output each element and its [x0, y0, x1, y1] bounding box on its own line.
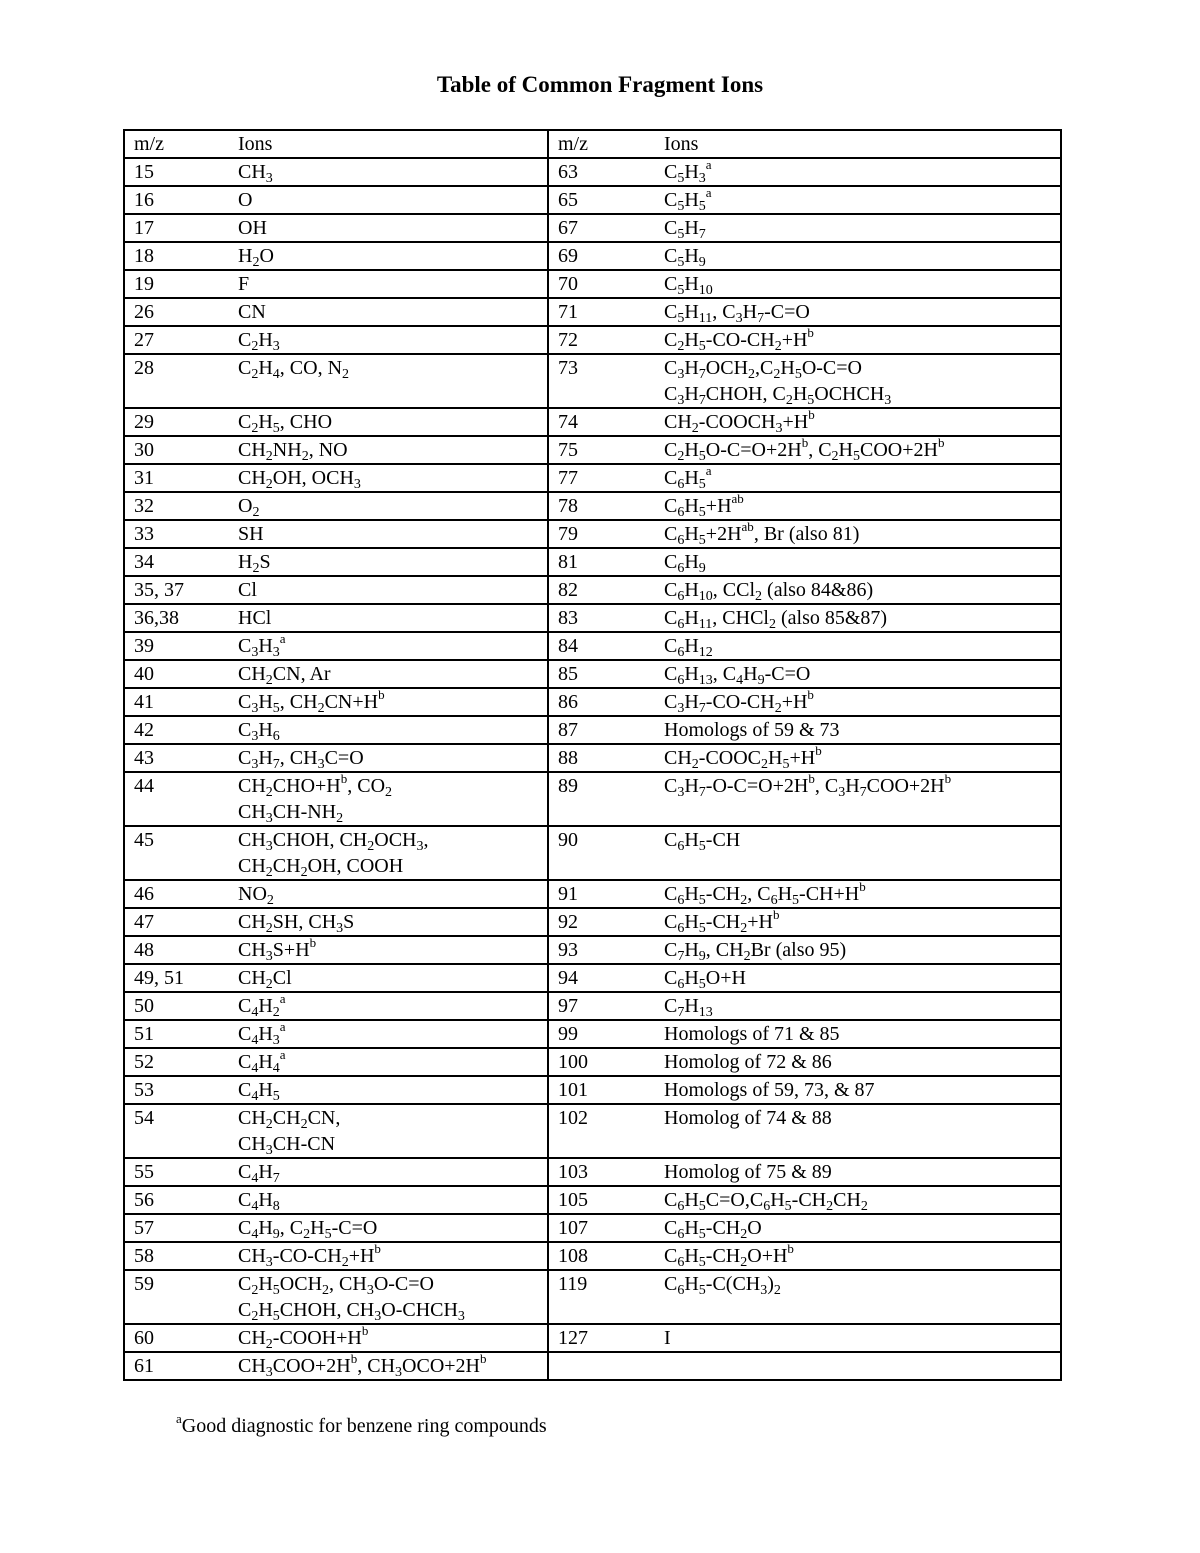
ion-formula: $C_2H_5-CO-CH_2+H^b$ [664, 325, 814, 354]
ion-formula: Homologs of 59 & 73 [664, 719, 840, 741]
mz-right-cell: 63 [548, 158, 655, 186]
ion-formula: $CH_3CH-CN$ [238, 1133, 336, 1158]
mz-right-cell: 82 [548, 576, 655, 604]
ion-formula: $C_4H_4^a$ [238, 1047, 286, 1076]
mz-left-cell: 19 [124, 270, 229, 298]
ions-left-cell [229, 548, 548, 576]
ions-right-cell [655, 186, 1061, 214]
ions-right-cell [655, 632, 1061, 660]
ion-formula: $C_6H_{10}$, CCl$_2$ (also 84&86) [664, 579, 874, 604]
mz-left-cell: 33 [124, 520, 229, 548]
ions-right-cell [655, 936, 1061, 964]
mz-right-cell [548, 1352, 655, 1380]
mz-left-cell: 46 [124, 880, 229, 908]
table-row [124, 270, 1061, 298]
ion-formula: $C_3H_7$, $CH_3C=O$ [238, 747, 364, 772]
table-row [124, 1352, 1061, 1380]
ions-right-cell [655, 688, 1061, 716]
table-row [124, 1048, 1061, 1076]
mz-left-cell: 52 [124, 1048, 229, 1076]
ions-right-cell [655, 214, 1061, 242]
table-row [124, 1158, 1061, 1186]
mz-right-cell: 107 [548, 1214, 655, 1242]
ion-formula: $C_4H_2^a$ [238, 991, 286, 1020]
ion-formula: $C_6H_5+H^{ab}$ [664, 491, 744, 520]
mz-left-cell: 44 [124, 772, 229, 826]
mz-left-cell: 40 [124, 660, 229, 688]
ion-formula: $C_6H_5-CH_2+H^b$ [664, 907, 780, 936]
ions-left-cell [229, 298, 548, 326]
ion-formula: $C_3H_7-O-C=O+2H^b$, $C_3H_7COO+2H^b$ [664, 771, 952, 800]
ion-formula: $C_5H_{11}$, $C_3H_7-C=O$ [664, 301, 810, 326]
mz-right-cell: 71 [548, 298, 655, 326]
fragment-ion-table [123, 129, 1062, 1381]
ions-left-cell [229, 632, 548, 660]
ions-right-cell [655, 1104, 1061, 1158]
ions-left-cell [229, 1020, 548, 1048]
ions-left-cell [229, 660, 548, 688]
table-row [124, 716, 1061, 744]
mz-left-cell: 16 [124, 186, 229, 214]
ions-left-cell [229, 1158, 548, 1186]
table-row [124, 436, 1061, 464]
mz-right-cell: 90 [548, 826, 655, 880]
ions-left-cell [229, 186, 548, 214]
mz-left-cell: 18 [124, 242, 229, 270]
table-row [124, 408, 1061, 436]
ion-formula: $C_6H_5-CH$ [664, 829, 741, 854]
ions-left-cell [229, 576, 548, 604]
ion-formula: $CH_2CHO+H^b$, $CO_2$ [238, 771, 393, 800]
ions-right-cell [655, 716, 1061, 744]
table-row [124, 492, 1061, 520]
ion-formula: $C_6H_5-C(CH_3)_2$ [664, 1273, 781, 1298]
ions-right-cell [655, 744, 1061, 772]
ions-right-cell [655, 408, 1061, 436]
mz-left-cell: 50 [124, 992, 229, 1020]
mz-left-cell: 57 [124, 1214, 229, 1242]
ion-formula: $C_5H_7$ [664, 217, 706, 242]
mz-right-cell: 83 [548, 604, 655, 632]
ion-formula: $CH_2SH$, $CH_3S$ [238, 911, 355, 936]
table-row [124, 744, 1061, 772]
page-title: Table of Common Fragment Ions [436, 72, 764, 97]
mz-right-cell: 105 [548, 1186, 655, 1214]
table-row [124, 242, 1061, 270]
ions-right-cell [655, 772, 1061, 826]
ions-left-cell [229, 744, 548, 772]
table-row [124, 632, 1061, 660]
table-row [124, 1324, 1061, 1352]
ions-left-cell [229, 1352, 548, 1380]
ion-formula: $C_3H_7OCH_2,C_2H_5O-C=O$ [664, 357, 862, 382]
ion-formula: Homolog of 75 & 89 [664, 1161, 832, 1183]
mz-right-cell: 70 [548, 270, 655, 298]
ion-formula: $CH_2NH_2$, NO [238, 439, 348, 464]
ion-formula: $C_6H_5^a$ [664, 463, 712, 492]
mz-right-cell: 81 [548, 548, 655, 576]
table-row [124, 1186, 1061, 1214]
ion-formula: $C_4H_7$ [238, 1161, 280, 1186]
header-ions-left: Ions [229, 130, 548, 158]
header-ions-right: Ions [655, 130, 1061, 158]
footnote-text: Good diagnostic for benzene ring compounds [181, 1415, 547, 1437]
table-row [124, 660, 1061, 688]
mz-right-cell: 84 [548, 632, 655, 660]
ion-formula: $NO_2$ [238, 883, 274, 908]
table-row [124, 1076, 1061, 1104]
ion-formula: CN [238, 301, 266, 323]
ion-formula: $CH_2CH_2OH$, COOH [238, 855, 404, 880]
ion-formula: $C_7H_{13}$ [664, 995, 713, 1020]
table-header-row [124, 130, 1061, 158]
table-row [124, 1270, 1061, 1324]
mz-left-cell: 55 [124, 1158, 229, 1186]
ion-formula: $CH_2OH$, $OCH_3$ [238, 467, 361, 492]
ion-formula: F [238, 273, 250, 295]
table-row [124, 688, 1061, 716]
mz-left-cell: 48 [124, 936, 229, 964]
table-row [124, 992, 1061, 1020]
table-row [124, 908, 1061, 936]
table-row [124, 1020, 1061, 1048]
ion-formula: O [238, 189, 253, 211]
ion-formula: Cl [238, 579, 257, 601]
mz-left-cell: 26 [124, 298, 229, 326]
ions-right-cell [655, 298, 1061, 326]
ion-formula: SH [238, 523, 264, 545]
ion-formula: $H_2S$ [238, 551, 271, 576]
ions-right-cell [655, 1076, 1061, 1104]
footnote [176, 1411, 547, 1438]
ion-formula: $CH_2Cl$ [238, 967, 292, 992]
mz-left-cell: 27 [124, 326, 229, 354]
table-row [124, 298, 1061, 326]
mz-left-cell: 61 [124, 1352, 229, 1380]
ion-formula: HCl [238, 607, 272, 629]
ions-right-cell [655, 242, 1061, 270]
table-row [124, 520, 1061, 548]
ion-formula: $CH_3$ [238, 161, 273, 186]
ion-formula: $C_2H_3$ [238, 329, 280, 354]
mz-right-cell: 97 [548, 992, 655, 1020]
ions-left-cell [229, 1324, 548, 1352]
header-mz-right: m/z [548, 130, 655, 158]
mz-right-cell: 88 [548, 744, 655, 772]
mz-right-cell: 103 [548, 1158, 655, 1186]
table-row [124, 1242, 1061, 1270]
ion-formula: $C_5H_3^a$ [664, 157, 712, 186]
ion-formula: $C_6H_5C=O,C_6H_5-CH_2CH_2$ [664, 1189, 868, 1214]
ion-formula: Homologs of 59, 73, & 87 [664, 1079, 875, 1101]
mz-right-cell: 72 [548, 326, 655, 354]
ions-right-cell [655, 1020, 1061, 1048]
ions-left-cell [229, 326, 548, 354]
ion-formula: $CH_3S+H^b$ [238, 935, 317, 964]
ions-left-cell [229, 354, 548, 408]
ion-formula: $C_3H_5$, $CH_2CN+H^b$ [238, 687, 385, 716]
table-row [124, 464, 1061, 492]
ions-right-cell [655, 548, 1061, 576]
ions-right-cell [655, 1048, 1061, 1076]
ions-right-cell [655, 826, 1061, 880]
mz-right-cell: 94 [548, 964, 655, 992]
ion-formula: I [664, 1327, 671, 1349]
ion-formula: $C_2H_5CHOH$, $CH_3O-CHCH_3$ [238, 1299, 465, 1324]
ion-formula: $C_3H_7-CO-CH_2+H^b$ [664, 687, 814, 716]
mz-left-cell: 54 [124, 1104, 229, 1158]
ions-left-cell [229, 716, 548, 744]
mz-left-cell: 56 [124, 1186, 229, 1214]
ions-right-cell [655, 1270, 1061, 1324]
ions-left-cell [229, 1186, 548, 1214]
mz-right-cell: 89 [548, 772, 655, 826]
mz-left-cell: 43 [124, 744, 229, 772]
ions-right-cell [655, 158, 1061, 186]
mz-left-cell: 58 [124, 1242, 229, 1270]
ion-formula: $CH_3CH-NH_2$ [238, 801, 344, 826]
ion-formula: $C_4H_3^a$ [238, 1019, 286, 1048]
ions-right-cell [655, 1186, 1061, 1214]
ions-right-cell [655, 436, 1061, 464]
table-row [124, 1214, 1061, 1242]
ions-right-cell [655, 464, 1061, 492]
mz-right-cell: 108 [548, 1242, 655, 1270]
ion-formula: $C_4H_8$ [238, 1189, 280, 1214]
ions-right-cell [655, 604, 1061, 632]
mz-left-cell: 32 [124, 492, 229, 520]
table-row [124, 1104, 1061, 1158]
ions-right-cell [655, 1158, 1061, 1186]
mz-left-cell: 28 [124, 354, 229, 408]
ion-formula: $C_5H_9$ [664, 245, 706, 270]
ion-formula: $C_6H_5-CH_2O+H^b$ [664, 1241, 794, 1270]
ion-formula: $C_7H_9$, $CH_2Br$ (also 95) [664, 939, 847, 964]
mz-left-cell: 42 [124, 716, 229, 744]
ion-formula: $C_5H_5^a$ [664, 185, 712, 214]
ions-right-cell [655, 660, 1061, 688]
ion-formula: $C_6H_{13}$, $C_4H_9-C=O$ [664, 663, 811, 688]
mz-left-cell: 47 [124, 908, 229, 936]
ion-formula: $C_6H_{11}$, CHCl$_2$ (also 85&87) [664, 607, 888, 632]
ions-left-cell [229, 520, 548, 548]
table-row [124, 936, 1061, 964]
ion-formula: $CH_3CHOH$, $CH_2OCH_3$, [238, 829, 429, 854]
table-row [124, 604, 1061, 632]
table-row [124, 772, 1061, 826]
ions-left-cell [229, 158, 548, 186]
header-mz-left: m/z [124, 130, 229, 158]
ion-formula: $C_2H_5OCH_2$, $CH_3O-C=O$ [238, 1273, 434, 1298]
ions-left-cell [229, 936, 548, 964]
ion-formula: $H_2O$ [238, 245, 274, 270]
mz-right-cell: 101 [548, 1076, 655, 1104]
ions-right-cell [655, 576, 1061, 604]
mz-left-cell: 15 [124, 158, 229, 186]
ions-right-cell [655, 1242, 1061, 1270]
ion-formula: $C_3H_7CHOH$, $C_2H_5OCHCH_3$ [664, 383, 892, 408]
ion-formula: $C_5H_{10}$ [664, 273, 713, 298]
mz-right-cell: 75 [548, 436, 655, 464]
table-row [124, 826, 1061, 880]
ion-formula: Homolog of 72 & 86 [664, 1051, 832, 1073]
ions-left-cell [229, 270, 548, 298]
mz-left-cell: 53 [124, 1076, 229, 1104]
ions-right-cell [655, 908, 1061, 936]
ions-left-cell [229, 1214, 548, 1242]
mz-right-cell: 99 [548, 1020, 655, 1048]
mz-right-cell: 91 [548, 880, 655, 908]
table-row [124, 964, 1061, 992]
mz-left-cell: 49, 51 [124, 964, 229, 992]
mz-left-cell: 17 [124, 214, 229, 242]
ions-left-cell [229, 492, 548, 520]
ions-left-cell [229, 908, 548, 936]
table-row [124, 158, 1061, 186]
ions-left-cell [229, 772, 548, 826]
table-row [124, 354, 1061, 408]
ion-formula: $C_6H_5O+H$ [664, 967, 746, 992]
table-row [124, 214, 1061, 242]
ion-formula: $C_6H_{12}$ [664, 635, 713, 660]
ion-formula: $CH_3COO+2H^b$, $CH_3OCO+2H^b$ [238, 1351, 487, 1380]
ion-formula: $C_4H_9$, $C_2H_5-C=O$ [238, 1217, 378, 1242]
mz-left-cell: 51 [124, 1020, 229, 1048]
mz-left-cell: 31 [124, 464, 229, 492]
mz-right-cell: 86 [548, 688, 655, 716]
mz-left-cell: 39 [124, 632, 229, 660]
ions-right-cell [655, 1352, 1061, 1380]
mz-right-cell: 92 [548, 908, 655, 936]
footnote-mark: a [176, 1411, 182, 1426]
mz-right-cell: 127 [548, 1324, 655, 1352]
ion-formula: $C_2H_5$, CHO [238, 411, 333, 436]
ions-right-cell [655, 992, 1061, 1020]
ion-formula: $C_2H_5O-C=O+2H^b$, $C_2H_5COO+2H^b$ [664, 435, 945, 464]
mz-right-cell: 93 [548, 936, 655, 964]
ions-left-cell [229, 992, 548, 1020]
mz-right-cell: 69 [548, 242, 655, 270]
ions-right-cell [655, 354, 1061, 408]
mz-left-cell: 34 [124, 548, 229, 576]
ions-left-cell [229, 604, 548, 632]
ions-left-cell [229, 826, 548, 880]
ion-formula: $CH_2-COOC_2H_5+H^b$ [664, 743, 822, 772]
ions-right-cell [655, 964, 1061, 992]
ions-left-cell [229, 1104, 548, 1158]
mz-right-cell: 119 [548, 1270, 655, 1324]
ions-right-cell [655, 326, 1061, 354]
mz-left-cell: 45 [124, 826, 229, 880]
ion-formula: $C_6H_9$ [664, 551, 706, 576]
ion-formula: $CH_2CH_2CN$, [238, 1107, 341, 1132]
ions-left-cell [229, 1242, 548, 1270]
ions-left-cell [229, 1076, 548, 1104]
ion-formula: $C_6H_5-CH_2O$ [664, 1217, 762, 1242]
ion-formula: OH [238, 217, 267, 239]
ions-left-cell [229, 408, 548, 436]
table-row [124, 186, 1061, 214]
ion-formula: Homologs of 71 & 85 [664, 1023, 840, 1045]
ion-formula: $C_3H_3^a$ [238, 631, 286, 660]
mz-left-cell: 59 [124, 1270, 229, 1324]
mz-right-cell: 73 [548, 354, 655, 408]
ions-left-cell [229, 880, 548, 908]
mz-left-cell: 29 [124, 408, 229, 436]
ions-right-cell [655, 492, 1061, 520]
ion-formula: $C_4H_5$ [238, 1079, 280, 1104]
ions-right-cell [655, 880, 1061, 908]
mz-right-cell: 87 [548, 716, 655, 744]
mz-left-cell: 35, 37 [124, 576, 229, 604]
ions-right-cell [655, 520, 1061, 548]
ion-formula: $CH_3-CO-CH_2+H^b$ [238, 1241, 381, 1270]
ion-formula: $C_6H_5+2H^{ab}$, Br (also 81) [664, 519, 860, 548]
table-row [124, 576, 1061, 604]
table-row [124, 880, 1061, 908]
ions-right-cell [655, 270, 1061, 298]
mz-left-cell: 36,38 [124, 604, 229, 632]
ions-left-cell [229, 242, 548, 270]
ions-left-cell [229, 1270, 548, 1324]
mz-right-cell: 77 [548, 464, 655, 492]
mz-right-cell: 85 [548, 660, 655, 688]
ion-formula: $C_2H_4$, CO, $N_2$ [238, 357, 350, 382]
mz-right-cell: 67 [548, 214, 655, 242]
mz-right-cell: 100 [548, 1048, 655, 1076]
mz-right-cell: 78 [548, 492, 655, 520]
ions-right-cell [655, 1214, 1061, 1242]
mz-left-cell: 60 [124, 1324, 229, 1352]
ions-left-cell [229, 214, 548, 242]
mz-right-cell: 65 [548, 186, 655, 214]
ions-left-cell [229, 1048, 548, 1076]
ion-formula: Homolog of 74 & 88 [664, 1107, 832, 1129]
ion-formula: $CH_2CN$, Ar [238, 663, 331, 688]
ion-formula: $C_6H_5-CH_2$, $C_6H_5-CH+H^b$ [664, 879, 866, 908]
mz-left-cell: 30 [124, 436, 229, 464]
table-row [124, 548, 1061, 576]
mz-left-cell: 41 [124, 688, 229, 716]
ion-formula: $O_2$ [238, 495, 260, 520]
table-row [124, 326, 1061, 354]
ions-left-cell [229, 688, 548, 716]
mz-right-cell: 79 [548, 520, 655, 548]
ion-formula: $CH_2-COOCH_3+H^b$ [664, 407, 815, 436]
mz-right-cell: 102 [548, 1104, 655, 1158]
ions-left-cell [229, 964, 548, 992]
ions-right-cell [655, 1324, 1061, 1352]
mz-right-cell: 74 [548, 408, 655, 436]
ions-left-cell [229, 436, 548, 464]
ion-formula: $C_3H_6$ [238, 719, 280, 744]
ions-left-cell [229, 464, 548, 492]
ion-formula: $CH_2-COOH+H^b$ [238, 1323, 369, 1352]
